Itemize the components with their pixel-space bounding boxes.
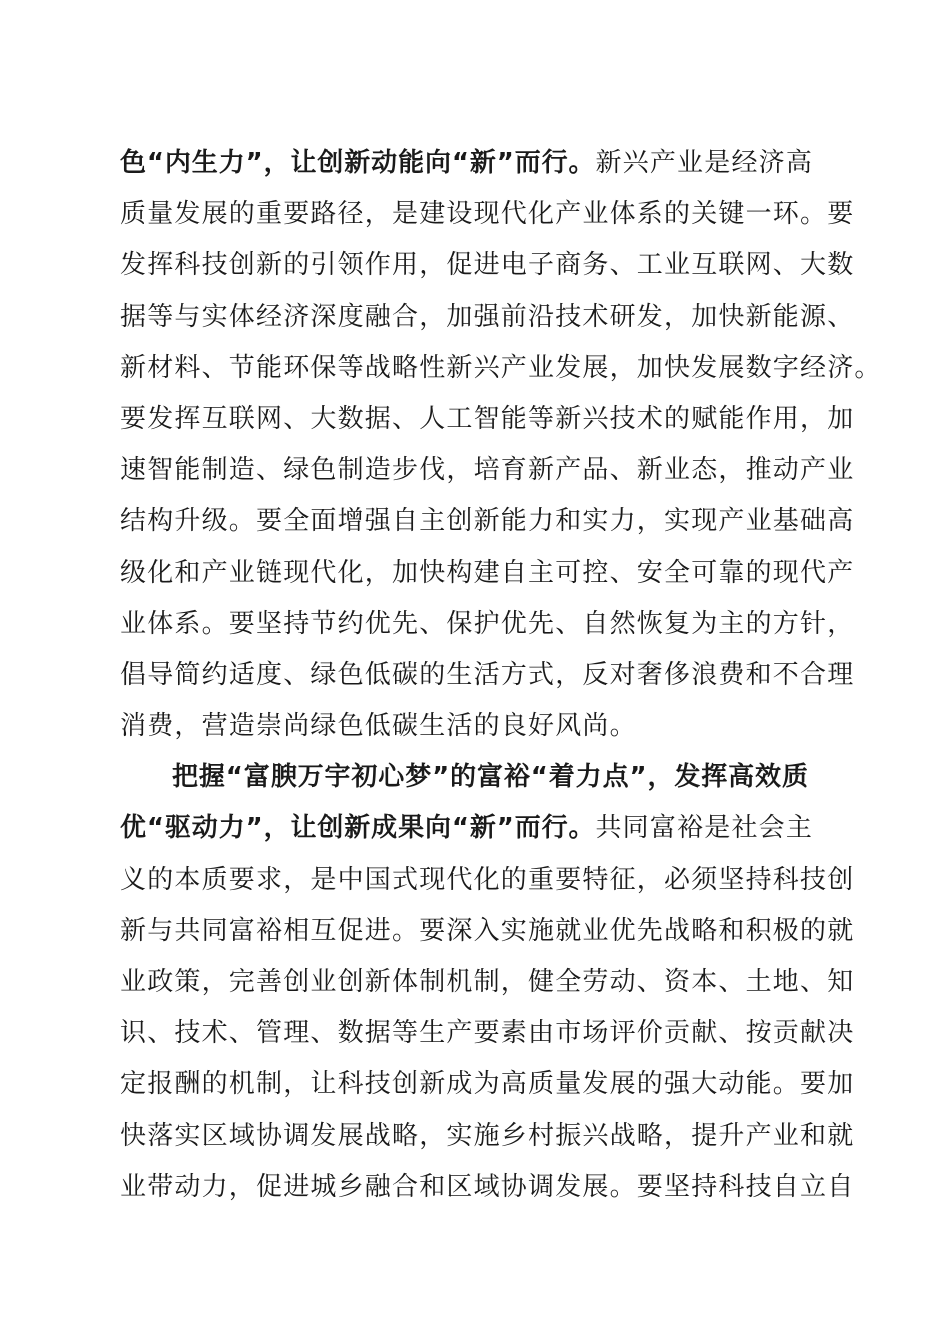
text-line: 要发挥互联网、大数据、人工智能等新兴技术的赋能作用，加 bbox=[120, 403, 855, 434]
bold-heading-text: 优“驱动力”，让创新成果向“新”而行。 bbox=[120, 813, 596, 844]
body-text: 新兴产业是经济高 bbox=[595, 148, 814, 178]
body-text: 共同富裕是社会主 bbox=[595, 813, 814, 844]
text-line: 消费，营造崇尚绿色低碳生活的良好风尚。 bbox=[120, 711, 637, 742]
text-line: 据等与实体经济深度融合，加强前沿技术研发，加快新能源、 bbox=[120, 301, 855, 332]
text-line: 快落实区域协调发展战略，实施乡村振兴战略，提升产业和就 bbox=[120, 1120, 855, 1151]
text-line: 义的本质要求，是中国式现代化的重要特征，必须坚持科技创 bbox=[120, 864, 855, 895]
text-line: 速智能制造、绿色制造步伐，培育新产品、新业态，推动产业 bbox=[120, 455, 855, 486]
text-line: 级化和产业链现代化，加快构建自主可控、安全可靠的现代产 bbox=[120, 557, 855, 588]
text-line bbox=[120, 138, 832, 189]
text-line: 新材料、节能环保等战略性新兴产业发展，加快发展数字经济。 bbox=[120, 352, 882, 383]
text-line: 新与共同富裕相互促进。要深入实施就业优先战略和积极的就 bbox=[120, 915, 855, 946]
text-line: 业体系。要坚持节约优先、保护优先、自然恢复为主的方针， bbox=[120, 608, 855, 639]
document-body bbox=[120, 138, 882, 1213]
text-line: 发挥科技创新的引领作用，促进电子商务、工业互联网、大数 bbox=[120, 250, 855, 281]
text-line: 识、技术、管理、数据等生产要素由市场评价贡献、按贡献决 bbox=[120, 1018, 855, 1049]
text-line: 结构升级。要全面增强自主创新能力和实力，实现产业基础高 bbox=[120, 506, 855, 537]
bold-heading-line: 把握“富腴万宇初心梦”的富裕“着力点”，发挥高效质 bbox=[172, 762, 809, 793]
text-line: 业政策，完善创业创新体制机制，健全劳动、资本、土地、知 bbox=[120, 967, 855, 997]
text-line bbox=[120, 803, 832, 854]
paragraph-2 bbox=[120, 752, 855, 1213]
text-line: 质量发展的重要路径，是建设现代化产业体系的关键一环。要 bbox=[120, 199, 855, 230]
bold-heading-text: 色“内生力”，让创新动能向“新”而行。 bbox=[120, 148, 596, 178]
paragraph-1 bbox=[120, 138, 882, 752]
text-line: 倡导简约适度、绿色低碳的生活方式，反对奢侈浪费和不合理 bbox=[120, 659, 855, 690]
text-line: 定报酬的机制，让科技创新成为高质量发展的强大动能。要加 bbox=[120, 1069, 855, 1100]
text-line: 业带动力，促进城乡融合和区域协调发展。要坚持科技自立自 bbox=[120, 1171, 855, 1202]
